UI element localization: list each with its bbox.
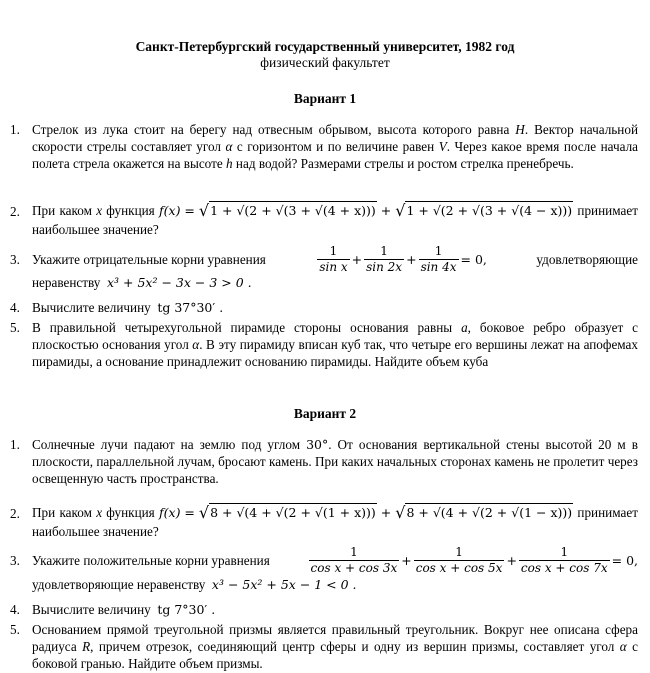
problem-text: Основанием прямой треугольной призмы является правильный треугольник. Вокруг нее описана сфера радиуса R, причем отрезок, соединяющий центр сферы и одну из вершин призмы, составляет угол α с боковой гранью. Найдите объем призмы. xyxy=(32,622,639,671)
problem-number: 2. xyxy=(10,506,20,521)
problem-text: При каком x функция f(x) = √ 1 + √(2 + √(3 + √(4 + x))) + √ 1 + √(2 + √(3 + √(4 − x))) принимает наибольшее значение? xyxy=(32,200,638,237)
problem-number: 4. xyxy=(10,602,20,617)
function-formula: f(x) = √ 1 + √(2 + √(3 + √(4 + x))) + √ 1 + √(2 + √(3 + √(4 − x))) xyxy=(159,200,573,220)
expression: tg 37°30′ . xyxy=(157,300,224,315)
v1-problem-3 xyxy=(10,244,638,291)
variant-2-title: Вариант 2 xyxy=(293,406,357,421)
problem-text: При каком x функция f(x) = √ 8 + √(4 + √(2 + √(1 + x))) + √ 8 + √(4 + √(2 + √(1 − x))) принимает наибольшее значение? xyxy=(32,502,638,539)
v2-problem-3 xyxy=(10,544,638,593)
equation: $\frac{1}{\text{sin x}}$ + $\frac{1}{\sin 2x}$ + $\frac{1}{\sin 4x}$ = 0, xyxy=(319,243,487,274)
problem-text: Стрелок из лука стоит на берегу над отвесным обрывом, высота которого равна H. Вектор начальной скорости стрелы составляет угол α с горизонтом и по величине равен V. Через какое время после начала полета стрела окажется на высоте h над водой? Размерами стрелы и ростом стрелка пренебречь. xyxy=(32,122,639,171)
problem-number: 3. xyxy=(10,553,20,568)
problem-number: 1. xyxy=(10,437,20,452)
problem-text: В правильной четырехугольной пирамиде стороны основания равны a, боковое ребро образует с плоскостью основания угол α. В эту пирамиду вписан куб так, что четыре его вершины лежат на апофемах пирамиды, а основание принадлежит основанию пирамиды. Найдите объем куба xyxy=(32,320,638,369)
problem-number: 2. xyxy=(10,204,20,219)
problem-number: 5. xyxy=(10,320,20,335)
inequality: x³ − 5x² + 5x − 1 < 0 . xyxy=(211,577,357,592)
v2-problem-5 xyxy=(10,621,638,672)
v2-problem-4: 4. Вычислите величину tg 7°30′ . xyxy=(10,602,216,617)
expression: tg 7°30′ . xyxy=(157,602,216,617)
problem-number: 5. xyxy=(10,622,20,637)
v1-problem-4: 4. Вычислите величину tg 37°30′ . xyxy=(10,300,224,315)
v2-problem-1 xyxy=(10,436,638,487)
faculty-subheading: физический факультет xyxy=(260,55,390,70)
variant-1-title: Вариант 1 xyxy=(293,91,357,106)
problem-number: 3. xyxy=(10,252,20,267)
problem-number: 4. xyxy=(10,300,20,315)
v1-problem-5 xyxy=(10,319,638,370)
problem-text: Укажите положительные корни уравнения $\frac{1}{\text{cos x + cos 3x}}$ + $\frac{1}{\text{cos x + cos 5x}}$ + $\frac{1}{\text{cos x + cos 7x}}$ = 0, удовлетворяющие неравенству x³ − 5x² + 5x − 1 < 0 . xyxy=(32,544,638,592)
problem-text: Солнечные лучи падают на землю под углом 30°. От основания вертикальной стены высотой 20 м в плоскости, параллельной лучам, бросают камень. При каких начальных сторонах камень не пролетит через освещенную часть пространства. xyxy=(32,437,638,486)
university-heading: Санкт-Петербургский государственный университет, 1982 год xyxy=(135,39,515,54)
problem-number: 1. xyxy=(10,122,20,137)
v1-problem-1 xyxy=(10,121,638,172)
v1-problem-2 xyxy=(10,192,638,238)
problem-text: Укажите отрицательные корни уравнения $\frac{1}{\text{sin x}}$ + $\frac{1}{\sin 2x}$ + $\frac{1}{\sin 4x}$ = 0, удовлетворяющие неравенству x³ + 5x² − 3x − 3 > 0 . xyxy=(32,243,638,290)
function-formula: f(x) = √ 8 + √(4 + √(2 + √(1 + x))) + √ 8 + √(4 + √(2 + √(1 − x))) xyxy=(159,502,573,522)
equation: $\frac{1}{\text{cos x + cos 3x}}$ + $\frac{1}{\text{cos x + cos 5x}}$ + $\frac{1}{\text{cos x + cos 7x}}$ = 0, xyxy=(310,544,638,575)
inequality: x³ + 5x² − 3x − 3 > 0 . xyxy=(107,275,252,290)
v2-problem-2 xyxy=(10,494,638,540)
